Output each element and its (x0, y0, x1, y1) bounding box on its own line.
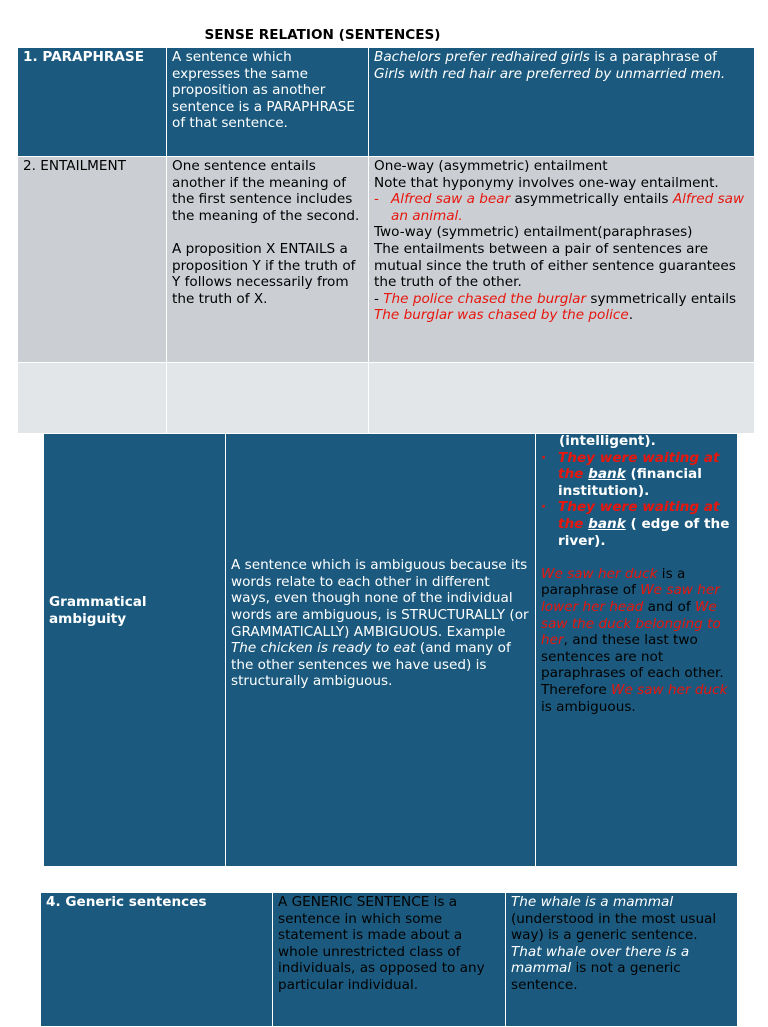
term-grammatical-ambiguity: Grammatical ambiguity (49, 594, 147, 627)
definition-paraphrase: A sentence which expresses the same proposition as another sentence is a PARAPHRASE of that sentence. (172, 49, 356, 132)
example-sentence: The burglar was chased by the police (374, 307, 629, 324)
example-bullet: · They were waiting at the bank ( edge of the river). (541, 499, 730, 549)
term-paraphrase: 1. PARAPHRASE (23, 49, 144, 65)
example-sentence: We saw her duck (611, 681, 728, 698)
example-cell (506, 893, 738, 1027)
example-text: and of (643, 598, 695, 615)
example-line: Two-way (symmetric) entailment(paraphrases) (374, 224, 693, 241)
example-sentence: They were waiting at the (558, 449, 720, 483)
example-text: asymmetrically entails (510, 191, 673, 208)
example-sentence: The police chased the burglar (383, 290, 587, 307)
example-sentence: They were waiting at the (558, 499, 720, 532)
definition-cell (226, 434, 536, 867)
example-sentence: We saw the duck belonging to her (541, 598, 721, 649)
definition-cell (167, 157, 369, 363)
example-text: is a paraphrase of (541, 565, 686, 599)
example-line: The entailments between a pair of sentences are mutual since the truth of either sentence guarantees the truth of the other. (374, 240, 736, 291)
example-cell (369, 48, 755, 157)
table-row-empty (18, 363, 755, 434)
table-row-grammatical (44, 434, 738, 867)
example-line (374, 291, 749, 324)
example-bullet (374, 191, 749, 224)
term-cell (18, 48, 167, 157)
example-text: is a paraphrase of (589, 49, 717, 65)
definition-text: (and many of the other sentences we have used) is structurally ambiguous. (231, 640, 511, 690)
bank-word: bank (588, 515, 626, 532)
grammatical-ambiguity-table (43, 433, 738, 867)
example-sentence: We saw her lower her head (541, 582, 720, 615)
generic-sentences-table (40, 892, 738, 1027)
bullet-mark: - (374, 191, 379, 208)
sense-relation-table (17, 47, 755, 434)
example-paragraph (541, 566, 732, 715)
definition-example: The chicken is ready to eat (231, 640, 416, 657)
example-sentence: We saw her duck (541, 565, 658, 582)
example-text: (financial institution). (558, 466, 702, 499)
page-title: SENSE RELATION (SENTENCES) (204, 27, 441, 43)
definition-text: A GENERIC SENTENCE is a sentence in which some statement is made about a whole unrestricted class of individuals, as opposed to any particular individual. (278, 894, 485, 993)
example-text: , and these last two sentences are not paraphrases of each other. Therefore (541, 632, 724, 698)
term-generic-sentences: 4. Generic sentences (46, 894, 207, 910)
example-text: is ambiguous. (541, 698, 636, 715)
example-sentence: That whale over there is a mammal (511, 943, 690, 977)
dash: - (374, 290, 384, 307)
example-cell (536, 434, 738, 867)
definition-text: A sentence which is ambiguous because its words relate to each other in different ways, even though none of the individual words are ambiguous, is STRUCTURALLY (or GRAMMATICALLY) AMBIGUOUS. Example (231, 557, 529, 640)
table-row-generic (41, 893, 738, 1027)
example-sentence: Alfred saw an animal. (391, 191, 745, 224)
definition-paragraph: One sentence entails another if the meaning of the first sentence includes the meaning of the second. (172, 158, 360, 224)
example-continued: (intelligent). (559, 433, 656, 449)
bank-word: bank (588, 466, 626, 483)
example-sentence: The whale is a mammal (511, 894, 674, 910)
example-cell (369, 157, 755, 363)
example-line: Note that hyponymy involves one-way entailment. (374, 174, 719, 191)
example-text: is not a generic sentence. (511, 960, 681, 993)
period: . (628, 307, 634, 324)
example-sentence: Alfred saw a bear (391, 191, 511, 208)
example-text: ( edge of the river). (558, 515, 730, 549)
table-row-entailment (18, 157, 755, 363)
term-cell (44, 434, 226, 867)
definition-cell (273, 893, 506, 1027)
definition-cell (167, 48, 369, 157)
term-entailment: 2. ENTAILMENT (23, 158, 126, 174)
example-line: One-way (asymmetric) entailment (374, 158, 608, 174)
example-sentence: Girls with red hair are preferred by unmarried men. (374, 65, 726, 82)
table-row-paraphrase (18, 48, 755, 157)
example-text: (understood in the most usual way) is a generic sentence. (511, 910, 717, 944)
term-cell (41, 893, 273, 1027)
term-cell (18, 157, 167, 363)
example-bullet: · They were waiting at the bank (financial institution). (541, 449, 720, 499)
example-text: symmetrically entails (586, 290, 737, 307)
definition-paragraph: A proposition X ENTAILS a proposition Y if the truth of Y follows necessarily from the truth of X. (172, 240, 356, 307)
example-sentence: Bachelors prefer redhaired girls (374, 49, 590, 65)
